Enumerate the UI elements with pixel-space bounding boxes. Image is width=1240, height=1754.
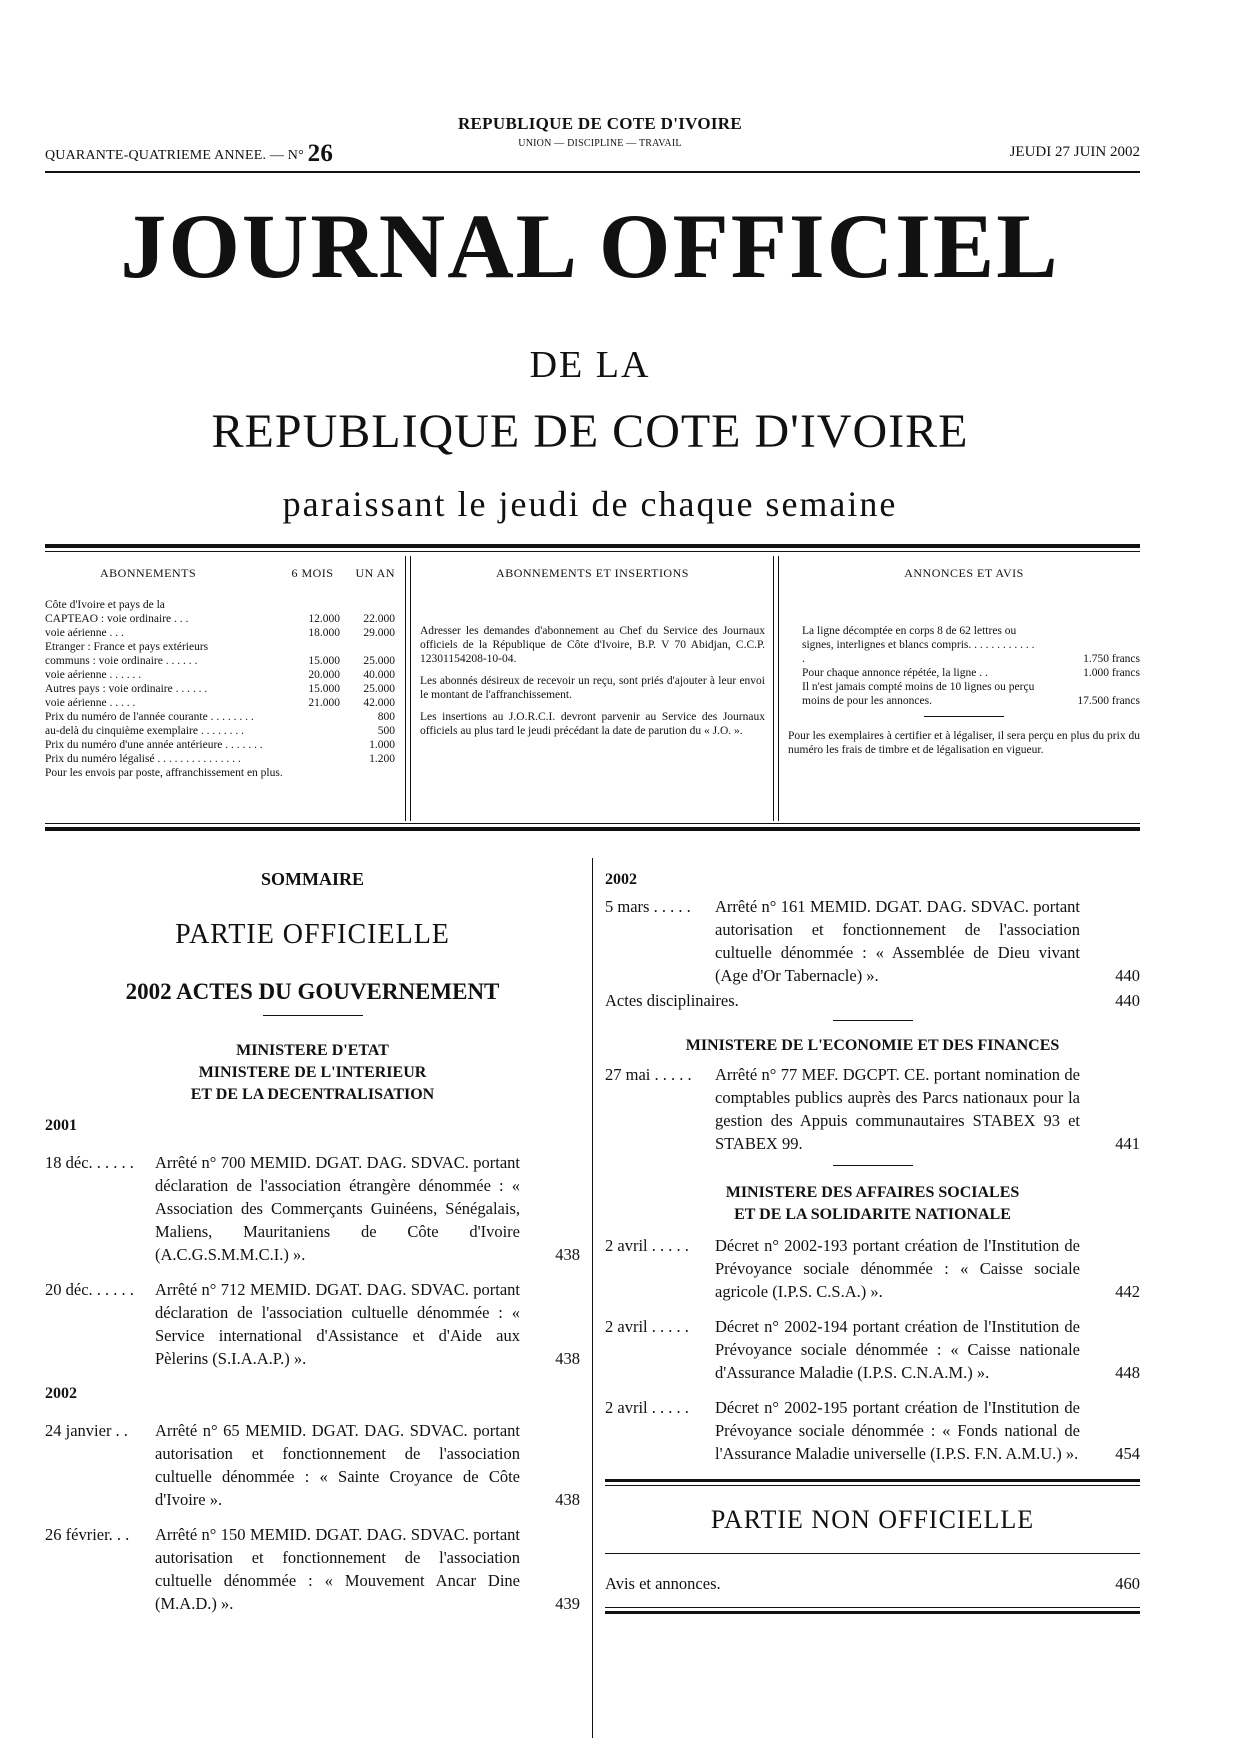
subscription-label: voie aérienne . . . . . . [45,669,142,681]
price-un-an: 800 [377,711,395,723]
partie-officielle-title: PARTIE OFFICIELLE [175,919,450,950]
subscription-label: Prix du numéro légalisé . . . . . . . . . . . . . . . [45,753,241,765]
entry-page: 448 [1115,1363,1140,1382]
subscription-label: Prix du numéro de l'année courante . . . . . . . . [45,711,254,723]
price-6-mois: 21.000 [308,697,340,709]
announcements-title: ANNONCES ET AVIS [904,566,1024,580]
subscription-label: Pour les envois par poste, affranchissement en plus. [45,767,283,779]
price-6-mois: 15.000 [308,655,340,667]
subscription-row [45,696,395,710]
announcement-label: Il n'est jamais compté moins de 10 lignes ou perçu moins de pour les annonces. [802,681,1035,707]
price-6-mois: 20.000 [308,669,340,681]
col-un-an: UN AN [355,566,395,580]
ministry-interieur-heading [45,1040,580,1106]
divider [605,1611,1140,1614]
ministry-affaires-sociales-heading [605,1182,1140,1226]
subscriptions-header [45,566,395,580]
entry-text: Arrêté n° 77 MEF. DGCPT. CE. portant nomination de comptables publics auprès des Parcs nationaux pour la gestion des Appuis communautaires STABEX 93 et STABEX 99. [715,1065,1080,1153]
entry-date: 5 mars . . . . . [605,897,691,916]
year-heading: 2002 [605,871,637,888]
subscriptions-insertions [420,566,765,826]
entry-text: Décret n° 2002-195 portant création de l'Institution de Prévoyance sociale dénommée : « Fonds national de l'Assurance Maladie universelle (I.P.S. F.N. A.M.U.) ». [715,1398,1080,1463]
toc-entry[interactable] [45,1278,580,1370]
divider [405,556,406,821]
republic-name: REPUBLIQUE DE COTE D'IVOIRE [457,114,743,133]
subscriptions-table [45,566,395,826]
subscription-label: Autres pays : voie ordinaire . . . . . . [45,683,208,695]
announcements-pricing [788,566,1140,826]
entry-date: 26 février. . . [45,1525,130,1544]
price-un-an: 25.000 [363,655,395,667]
subscription-label: communs : voie ordinaire . . . . . . [45,655,198,667]
insertions-title: ABONNEMENTS ET INSERTIONS [496,566,689,580]
divider [592,858,593,1738]
divider [924,716,1004,717]
toc-entry[interactable] [605,1315,1140,1384]
divider [605,1479,1140,1482]
masthead-republic: REPUBLIQUE DE COTE D'IVOIRE [211,405,969,458]
divider [45,544,1140,548]
entry-text: Arrêté n° 712 MEMID. DGAT. DAG. SDVAC. portant déclaration de l'association cultuelle dénommée : « Service international d'Assistance et d'Aide aux Pèlerins (S.I.A.A.P.) ». [155,1280,520,1368]
price-un-an: 29.000 [363,627,395,639]
subscription-label: Etranger : France et pays extérieurs [45,641,209,653]
national-motto: UNION — DISCIPLINE — TRAVAIL [518,138,682,149]
announcements-rows [788,624,1140,708]
sommaire-title: SOMMAIRE [261,869,364,889]
entries-2002 [45,1419,580,1615]
actes-gouvernement-title: 2002 ACTES DU GOUVERNEMENT [125,979,500,1004]
entry-date: 20 déc. . . . . . [45,1280,134,1299]
price-6-mois [290,640,340,654]
subscription-row [45,738,395,752]
toc-entry[interactable] [605,989,1140,1012]
toc-entry[interactable] [605,1063,1140,1155]
announcements-note: Pour les exemplaires à certifier et à légaliser, il sera perçu en plus du prix du numéro les frais de timbre et de légalisation en vigueur. [788,730,1140,756]
issue-number: 26 [307,140,334,167]
republic-heading [420,114,780,149]
divider [45,827,1140,831]
entry-date: 24 janvier . . [45,1421,128,1440]
entry-date: 18 déc. . . . . . [45,1153,134,1172]
announcement-price: 17.500 francs [1077,695,1140,707]
ministry-line: MINISTERE DE L'INTERIEUR [198,1064,427,1081]
subscription-row [45,752,395,766]
price-6-mois: 18.000 [308,627,340,639]
entry-text: Arrêté n° 700 MEMID. DGAT. DAG. SDVAC. portant déclaration de l'association étrangère dénommée : « Association des Commerçants Guinéens, Sénégalais, Maliens, Mauritaniens de Côte d'Ivoire (A.C.G.S.M.M.C.I.) ». [155,1153,520,1264]
entry-text: Arrêté n° 161 MEMID. DGAT. DAG. SDVAC. portant autorisation et fonctionnement de l'association cultuelle dénommée : « Assemblée de Dieu vivant (Age d'Or Tabernacle) ». [715,897,1080,985]
divider [833,1165,913,1166]
divider [773,556,774,821]
partie-non-officielle-title: PARTIE NON OFFICIELLE [710,1505,1035,1534]
price-6-mois [290,710,340,724]
entry-page: 439 [555,1594,580,1613]
price-6-mois: 12.000 [308,613,340,625]
subscription-row [45,668,395,682]
subscriptions-title: ABONNEMENTS [100,566,197,580]
toc-entry[interactable] [45,1523,580,1615]
divider [833,1020,913,1021]
issue-date: JEUDI 27 JUIN 2002 [1009,144,1140,160]
divider [605,1485,1140,1486]
entry-page: 440 [1115,966,1140,985]
subscription-label: CAPTEAO : voie ordinaire . . . [45,613,189,625]
subscription-row [45,612,395,626]
issue-line [45,140,333,168]
price-un-an: 40.000 [363,669,395,681]
subscription-label: voie aérienne . . . [45,627,124,639]
entry-text: Décret n° 2002-194 portant création de l'Institution de Prévoyance sociale dénommée : « Caisse nationale d'Assurance Maladie (I.P.S. C.N.A.M.) ». [715,1317,1080,1382]
divider [605,1553,1140,1554]
subscription-row [45,682,395,696]
entry-page: 438 [555,1245,580,1264]
entry-text: Arrêté n° 65 MEMID. DGAT. DAG. SDVAC. portant autorisation et fonctionnement de l'association cultuelle dénommée : « Sainte Croyance de Côte d'Ivoire ». [155,1421,520,1509]
subscription-label: voie aérienne . . . . . [45,697,136,709]
subscription-label: Côte d'Ivoire et pays de la [45,599,165,611]
ministry-economie-heading: MINISTERE DE L'ECONOMIE ET DES FINANCES [685,1037,1060,1054]
contents-right-column [605,868,1140,1614]
masthead-frequency: paraissant le jeudi de chaque semaine [282,484,898,524]
entry-date: 2 avril . . . . . [605,1398,689,1417]
toc-entry[interactable] [45,1419,580,1511]
entry-page: 460 [1115,1574,1140,1593]
masthead-de-la: DE LA [529,344,651,386]
price-6-mois [290,598,340,612]
price-un-an [340,766,395,780]
toc-entry[interactable] [605,1396,1140,1465]
announcement-row [788,666,1140,680]
divider [605,1607,1140,1608]
price-6-mois [290,766,340,780]
entry-date: 2 avril . . . . . [605,1317,689,1336]
price-un-an: 25.000 [363,683,395,695]
price-6-mois [290,724,340,738]
entry-page: 442 [1115,1282,1140,1301]
subscription-row [45,710,395,724]
entry-date: 27 mai . . . . . [605,1065,692,1084]
contents-left-column [45,868,580,1627]
entries-2001 [45,1151,580,1370]
announcement-price: 1.750 francs [1083,653,1140,665]
masthead-title: JOURNAL OFFICIEL [120,195,1060,297]
price-6-mois [290,752,340,766]
entry-page: 438 [555,1349,580,1368]
insertions-address: Adresser les demandes d'abonnement au Chef du Service des Journaux officiels de la République de Côte d'Ivoire, B.P. V 70 Abidjan, C.C.P. 12301154208-10-04. [420,625,765,665]
insertions-deadline: Les insertions au J.O.R.C.I. devront parvenir au Service des Journaux officiels au plus tard le jeudi précédant la date de parution du « J.O. ». [420,711,765,737]
entry-page: 441 [1115,1134,1140,1153]
divider [410,556,411,821]
year-label: QUARANTE-QUATRIEME ANNEE. — N° [45,148,304,163]
subscription-row [45,724,395,738]
entry-text: Actes disciplinaires. [605,991,739,1010]
entry-page: 454 [1115,1444,1140,1463]
price-un-an: 1.200 [369,753,395,765]
announcement-label: La ligne décomptée en corps 8 de 62 lettres ou signes, interlignes et blancs compris. . . . . . . . . . . . . [802,625,1035,665]
toc-entry[interactable] [45,1151,580,1266]
year-heading: 2002 [45,1385,77,1402]
entry-text: Arrêté n° 150 MEMID. DGAT. DAG. SDVAC. portant autorisation et fonctionnement de l'association cultuelle dénommée : « Mouvement Ancar Dine (M.A.D.) ». [155,1525,520,1613]
year-heading: 2001 [45,1117,77,1134]
announcement-label: Pour chaque annonce répétée, la ligne . . [802,667,988,679]
subscription-label: Prix du numéro d'une année antérieure . . . . . . . [45,739,263,751]
divider [263,1015,363,1016]
entry-date: 2 avril . . . . . [605,1236,689,1255]
toc-entry[interactable] [605,1572,1140,1595]
toc-entry[interactable] [605,1234,1140,1303]
price-un-an: 1.000 [369,739,395,751]
subscription-row [45,654,395,668]
price-6-mois [290,738,340,752]
ministry-line: MINISTERE D'ETAT [236,1042,389,1059]
col-6-mois: 6 MOIS [291,566,334,580]
subscription-row [45,598,395,612]
subscription-label: au-delà du cinquième exemplaire . . . . . . . . [45,725,244,737]
price-un-an [340,640,395,654]
price-6-mois: 15.000 [308,683,340,695]
divider [45,551,1140,552]
entry-text: Avis et annonces. [605,1574,721,1593]
price-un-an [340,598,395,612]
divider [778,556,779,821]
entries-affaires-sociales [605,1234,1140,1465]
price-un-an: 42.000 [363,697,395,709]
price-un-an: 500 [377,725,395,737]
entry-text: Décret n° 2002-193 portant création de l'Institution de Prévoyance sociale dénommée : « Caisse sociale agricole (I.P.S. C.S.A.) ». [715,1236,1080,1301]
subscription-row [45,640,395,654]
toc-entry[interactable] [605,895,1140,987]
announcement-row [788,680,1140,708]
ministry-line: ET DE LA DECENTRALISATION [190,1086,435,1103]
divider [45,171,1140,173]
subscription-row [45,626,395,640]
announcement-row [788,624,1140,666]
insertions-receipt: Les abonnés désireux de recevoir un reçu, sont priés d'ajouter à leur envoi le montant de l'affranchissement. [420,675,765,701]
ministry-line: MINISTERE DES AFFAIRES SOCIALES [725,1184,1020,1201]
entry-page: 440 [1115,991,1140,1010]
entry-page: 438 [555,1490,580,1509]
price-un-an: 22.000 [363,613,395,625]
ministry-line: ET DE LA SOLIDARITE NATIONALE [734,1206,1011,1223]
subscriptions-rows [45,598,395,780]
subscription-row [45,766,395,780]
announcement-price: 1.000 francs [1083,667,1140,679]
